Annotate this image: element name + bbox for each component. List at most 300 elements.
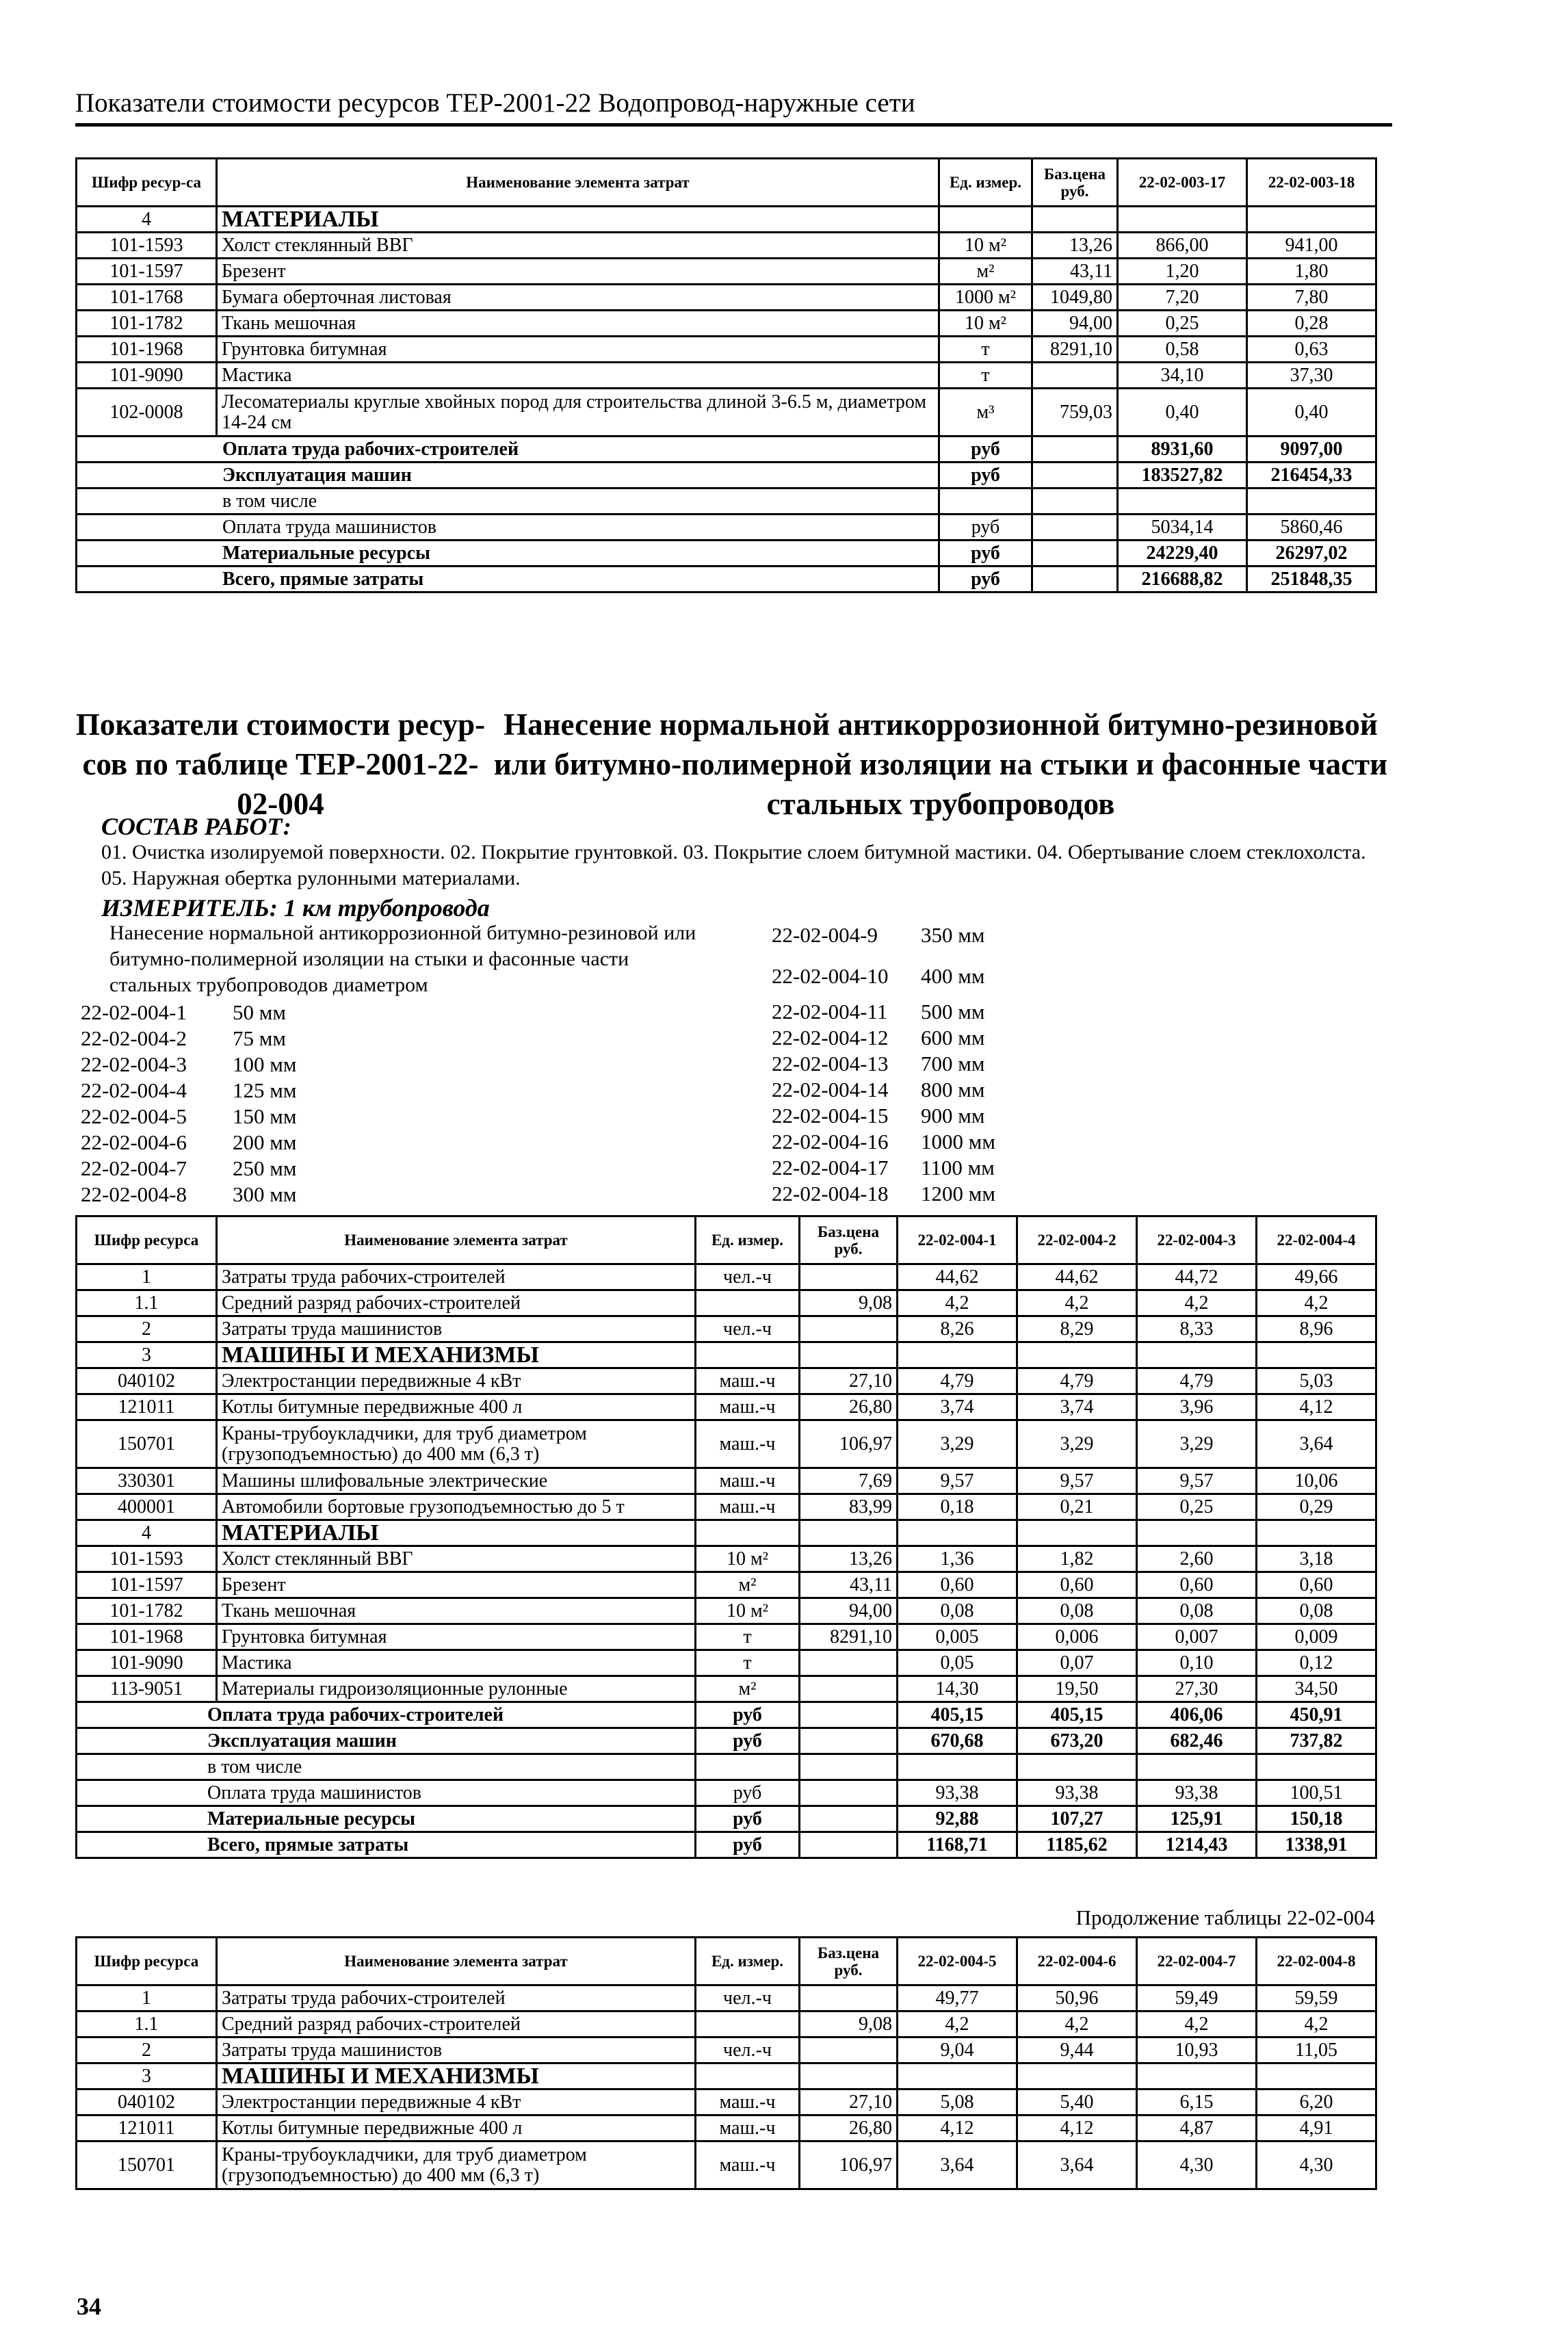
table-row <box>77 437 1376 463</box>
unit-cell <box>696 1342 800 1368</box>
resource-name: МАТЕРИАЛЫ <box>217 207 939 233</box>
resource-code: 101-1968 <box>77 1624 217 1650</box>
value-cell: 19,50 <box>1017 1676 1137 1702</box>
value-cell: 0,60 <box>1137 1572 1257 1598</box>
summary-label: Оплата труда рабочих-строителей <box>77 437 939 463</box>
table-code: 22-02-004-12 <box>772 1026 889 1050</box>
resource-code: 4 <box>77 1520 217 1546</box>
value-cell: 1,82 <box>1017 1546 1137 1572</box>
unit-cell: руб <box>696 1806 800 1832</box>
value-cell: 10,93 <box>1137 2037 1257 2063</box>
unit-cell <box>696 1520 800 1546</box>
base-price-cell: 1049,80 <box>1032 285 1118 311</box>
unit-cell: т <box>696 1650 800 1676</box>
value-cell: 4,2 <box>1257 2011 1376 2037</box>
value-cell: 0,07 <box>1017 1650 1137 1676</box>
value-cell: 0,29 <box>1257 1494 1376 1520</box>
value-cell: 8,33 <box>1137 1316 1257 1342</box>
resource-code: 121011 <box>77 1394 217 1420</box>
pipe-diameter: 75 мм <box>233 1026 286 1050</box>
value-cell <box>1118 207 1247 233</box>
unit-cell: руб <box>939 463 1032 489</box>
resource-name: Затраты труда рабочих-строителей <box>217 1264 696 1290</box>
resource-name: Краны-трубоукладчики, для труб диаметром (грузоподъемностью) до 400 мм (6,3 т) <box>217 1420 696 1468</box>
value-cell: 3,18 <box>1257 1546 1376 1572</box>
value-cell: 0,40 <box>1247 389 1376 437</box>
base-price-cell <box>800 2063 898 2089</box>
column-header: Шифр ресур-са <box>77 159 217 207</box>
value-cell: 59,49 <box>1137 1985 1257 2011</box>
value-cell: 44,72 <box>1137 1264 1257 1290</box>
value-cell <box>1257 1342 1376 1368</box>
value-cell: 670,68 <box>898 1728 1017 1754</box>
base-price-cell: 43,11 <box>1032 259 1118 285</box>
resource-name: Мастика <box>217 363 939 389</box>
value-cell: 4,2 <box>1017 1290 1137 1316</box>
unit-cell: чел.-ч <box>696 1316 800 1342</box>
table-code: 22-02-004-1 <box>81 1000 187 1024</box>
value-cell <box>1137 2063 1257 2089</box>
resource-name: Грунтовка битумная <box>217 337 939 363</box>
resource-name: Автомобили бортовые грузоподъемностью до 5 т <box>217 1494 696 1520</box>
pipe-diameter: 300 мм <box>233 1182 297 1206</box>
pipe-diameter: 900 мм <box>921 1104 985 1128</box>
table-row <box>77 1598 1376 1624</box>
value-cell: 4,79 <box>898 1368 1017 1394</box>
resource-name: Лесоматериалы круглые хвойных пород для строительства длиной 3-6.5 м, диаметром 14-24 см <box>217 389 939 437</box>
value-cell <box>1017 1754 1137 1780</box>
pipe-diameter: 350 мм <box>921 923 985 947</box>
value-cell: 24229,40 <box>1118 541 1247 567</box>
resource-code: 040102 <box>77 2089 217 2115</box>
resource-name: Краны-трубоукладчики, для труб диаметром (грузоподъемностью) до 400 мм (6,3 т) <box>217 2141 696 2189</box>
summary-label: Материальные ресурсы <box>77 541 939 567</box>
column-header: 22-02-003-17 <box>1118 159 1247 207</box>
table-row <box>77 1650 1376 1676</box>
column-header: 22-02-004-7 <box>1137 1938 1257 1985</box>
value-cell: 1,20 <box>1118 259 1247 285</box>
section-title-left: Показатели стоимости ресур-сов по таблице ТЕР-2001-22-02-004 <box>75 707 486 821</box>
base-price-cell: 9,08 <box>800 2011 898 2037</box>
resource-code: 2 <box>77 1316 217 1342</box>
resource-code: 101-1968 <box>77 337 217 363</box>
value-cell: 5,08 <box>898 2089 1017 2115</box>
unit-cell: 10 м² <box>696 1546 800 1572</box>
value-cell <box>1017 2063 1137 2089</box>
value-cell: 405,15 <box>1017 1702 1137 1728</box>
code-list-item <box>772 1077 995 1103</box>
value-cell: 4,12 <box>898 2115 1017 2141</box>
column-header: Наименование элемента затрат <box>217 1216 696 1264</box>
resource-code: 3 <box>77 2063 217 2089</box>
value-cell: 8,26 <box>898 1316 1017 1342</box>
value-cell: 1,36 <box>898 1546 1017 1572</box>
resource-code: 1.1 <box>77 1290 217 1316</box>
column-header: Баз.цена руб. <box>800 1216 898 1264</box>
value-cell: 7,20 <box>1118 285 1247 311</box>
base-price-cell: 8291,10 <box>800 1624 898 1650</box>
column-header: Шифр ресурса <box>77 1216 217 1264</box>
value-cell: 9,04 <box>898 2037 1017 2063</box>
base-price-cell <box>800 1780 898 1806</box>
value-cell: 49,77 <box>898 1985 1017 2011</box>
resource-name: Холст стеклянный ВВГ <box>217 233 939 259</box>
unit-cell: т <box>696 1624 800 1650</box>
pipe-diameter: 150 мм <box>233 1104 297 1128</box>
base-price-cell <box>1032 207 1118 233</box>
table-row <box>77 1624 1376 1650</box>
resource-code: 1 <box>77 1264 217 1290</box>
table-row <box>77 1702 1376 1728</box>
value-cell <box>1017 1342 1137 1368</box>
pipe-diameter: 500 мм <box>921 1000 985 1024</box>
base-price-cell <box>800 1676 898 1702</box>
value-cell: 0,08 <box>1257 1598 1376 1624</box>
summary-label: Оплата труда машинистов <box>77 515 939 541</box>
table-code: 22-02-004-13 <box>772 1052 889 1076</box>
value-cell: 866,00 <box>1118 233 1247 259</box>
table-row <box>77 2063 1376 2089</box>
base-price-cell: 94,00 <box>800 1598 898 1624</box>
resource-name: Ткань мешочная <box>217 311 939 337</box>
value-cell <box>1017 1520 1137 1546</box>
table-code: 22-02-004-18 <box>772 1182 889 1206</box>
value-cell: 4,2 <box>1257 1290 1376 1316</box>
value-cell: 0,60 <box>1017 1572 1137 1598</box>
unit-cell <box>696 2011 800 2037</box>
value-cell <box>1257 2063 1376 2089</box>
summary-label: Эксплуатация машин <box>77 1728 696 1754</box>
unit-cell: руб <box>939 567 1032 592</box>
value-cell: 4,2 <box>1017 2011 1137 2037</box>
code-list-item <box>772 1051 995 1077</box>
value-cell: 251848,35 <box>1247 567 1376 592</box>
pipe-diameter: 125 мм <box>233 1078 297 1102</box>
value-cell <box>898 1754 1017 1780</box>
base-price-cell <box>800 1754 898 1780</box>
base-price-cell: 83,99 <box>800 1494 898 1520</box>
pipe-diameter: 600 мм <box>921 1026 985 1050</box>
value-cell: 93,38 <box>1137 1780 1257 1806</box>
value-cell: 14,30 <box>898 1676 1017 1702</box>
code-list-item <box>81 1104 296 1130</box>
value-cell: 0,58 <box>1118 337 1247 363</box>
value-cell: 7,80 <box>1247 285 1376 311</box>
value-cell: 44,62 <box>1017 1264 1137 1290</box>
resource-code: 101-1597 <box>77 259 217 285</box>
resources-table-004-part1 <box>75 1215 1377 1859</box>
table-row <box>77 1420 1376 1468</box>
column-header: Баз.цена руб. <box>1032 159 1118 207</box>
pipe-diameter: 100 мм <box>233 1052 297 1076</box>
value-cell: 4,30 <box>1257 2141 1376 2189</box>
base-price-cell <box>800 1650 898 1676</box>
value-cell: 5,03 <box>1257 1368 1376 1394</box>
base-price-cell: 94,00 <box>1032 311 1118 337</box>
value-cell <box>1137 1520 1257 1546</box>
unit-cell: т <box>939 363 1032 389</box>
table-row <box>77 1290 1376 1316</box>
table-row <box>77 1394 1376 1420</box>
unit-cell: м² <box>696 1676 800 1702</box>
value-cell: 125,91 <box>1137 1806 1257 1832</box>
unit-cell: м² <box>939 259 1032 285</box>
code-list-item <box>81 1000 296 1026</box>
value-cell: 3,64 <box>1257 1420 1376 1468</box>
base-price-cell: 43,11 <box>800 1572 898 1598</box>
value-cell: 34,50 <box>1257 1676 1376 1702</box>
value-cell: 0,40 <box>1118 389 1247 437</box>
unit-cell: маш.-ч <box>696 1394 800 1420</box>
value-cell: 107,27 <box>1017 1806 1137 1832</box>
table-row <box>77 1832 1376 1858</box>
resource-code: 101-1768 <box>77 285 217 311</box>
resource-name: Ткань мешочная <box>217 1598 696 1624</box>
table-code: 22-02-004-8 <box>81 1182 187 1206</box>
resources-table-003 <box>75 157 1377 593</box>
unit-cell <box>939 489 1032 515</box>
value-cell: 0,007 <box>1137 1624 1257 1650</box>
resource-name: Затраты труда машинистов <box>217 1316 696 1342</box>
code-list-item <box>81 1026 296 1052</box>
table-code: 22-02-004-7 <box>81 1156 187 1180</box>
pipe-diameter: 400 мм <box>921 964 985 988</box>
page-number: 34 <box>77 2293 101 2320</box>
column-header: 22-02-003-18 <box>1247 159 1376 207</box>
value-cell <box>898 1342 1017 1368</box>
resource-name: Электростанции передвижные 4 кВт <box>217 1368 696 1394</box>
table-row <box>77 1264 1376 1290</box>
composition-label: СОСТАВ РАБОТ: <box>101 813 291 840</box>
section-title-right: Нанесение нормальной антикоррозионной битумно-резиновой или битумно-полимерной изоляции на стыки и фасонные части стальных трубопроводов <box>493 707 1388 821</box>
base-price-cell <box>1032 437 1118 463</box>
resource-code: 2 <box>77 2037 217 2063</box>
resource-code: 113-9051 <box>77 1676 217 1702</box>
code-list-item <box>81 1052 296 1078</box>
value-cell: 3,74 <box>1017 1394 1137 1420</box>
summary-label: в том числе <box>77 489 939 515</box>
value-cell <box>1247 207 1376 233</box>
base-price-cell <box>1032 515 1118 541</box>
table-row <box>77 1546 1376 1572</box>
value-cell: 9,57 <box>898 1468 1017 1494</box>
value-cell: 0,005 <box>898 1624 1017 1650</box>
resource-name: Котлы битумные передвижные 400 л <box>217 1394 696 1420</box>
base-price-cell <box>1032 567 1118 592</box>
resource-name: Машины шлифовальные электрические <box>217 1468 696 1494</box>
value-cell: 2,60 <box>1137 1546 1257 1572</box>
value-cell: 11,05 <box>1257 2037 1376 2063</box>
base-price-cell <box>800 1342 898 1368</box>
value-cell: 8,29 <box>1017 1316 1137 1342</box>
base-price-cell: 13,26 <box>1032 233 1118 259</box>
unit-cell <box>696 1290 800 1316</box>
base-price-cell: 106,97 <box>800 2141 898 2189</box>
table-row <box>77 1468 1376 1494</box>
table-row <box>77 1342 1376 1368</box>
value-cell: 4,2 <box>898 1290 1017 1316</box>
pipe-diameter: 50 мм <box>233 1000 286 1024</box>
unit-cell <box>939 207 1032 233</box>
table-code: 22-02-004-2 <box>81 1026 187 1050</box>
code-list-item <box>81 1130 296 1156</box>
value-cell: 100,51 <box>1257 1780 1376 1806</box>
value-cell: 3,29 <box>898 1420 1017 1468</box>
column-header: Ед. измер. <box>939 159 1032 207</box>
table-row <box>77 2011 1376 2037</box>
column-header: Шифр ресурса <box>77 1938 217 1985</box>
resource-code: 101-9090 <box>77 1650 217 1676</box>
table-code: 22-02-004-10 <box>772 964 889 988</box>
unit-cell: 1000 м² <box>939 285 1032 311</box>
resource-code: 101-1782 <box>77 1598 217 1624</box>
base-price-cell <box>800 2037 898 2063</box>
pipe-diameter: 1000 мм <box>921 1130 995 1154</box>
resource-name: Мастика <box>217 1650 696 1676</box>
value-cell: 0,63 <box>1247 337 1376 363</box>
value-cell: 0,08 <box>898 1598 1017 1624</box>
base-price-cell <box>800 1264 898 1290</box>
code-list-item <box>81 1182 296 1208</box>
column-header: 22-02-004-3 <box>1137 1216 1257 1264</box>
value-cell: 0,009 <box>1257 1624 1376 1650</box>
value-cell: 3,96 <box>1137 1394 1257 1420</box>
summary-label: Эксплуатация машин <box>77 463 939 489</box>
table-row <box>77 1676 1376 1702</box>
value-cell: 3,29 <box>1137 1420 1257 1468</box>
unit-cell: руб <box>939 515 1032 541</box>
column-header: 22-02-004-5 <box>898 1938 1017 1985</box>
base-price-cell: 8291,10 <box>1032 337 1118 363</box>
resource-code: 101-9090 <box>77 363 217 389</box>
value-cell: 26297,02 <box>1247 541 1376 567</box>
unit-cell <box>696 1754 800 1780</box>
resource-name: МАТЕРИАЛЫ <box>217 1520 696 1546</box>
pipe-diameter: 200 мм <box>233 1130 297 1154</box>
code-list-item <box>772 1025 995 1051</box>
resource-code: 400001 <box>77 1494 217 1520</box>
table-row <box>77 1520 1376 1546</box>
base-price-cell <box>1032 489 1118 515</box>
summary-label: Оплата труда рабочих-строителей <box>77 1702 696 1728</box>
table-header-row <box>77 1938 1376 1985</box>
unit-cell <box>696 2063 800 2089</box>
value-cell: 0,08 <box>1137 1598 1257 1624</box>
unit-cell: руб <box>939 541 1032 567</box>
pipe-diameter: 250 мм <box>233 1156 297 1180</box>
table-row <box>77 541 1376 567</box>
table-row <box>77 2141 1376 2189</box>
value-cell <box>1257 1520 1376 1546</box>
table-row <box>77 463 1376 489</box>
value-cell: 44,62 <box>898 1264 1017 1290</box>
base-price-cell <box>800 1806 898 1832</box>
value-cell: 5,40 <box>1017 2089 1137 2115</box>
value-cell: 0,10 <box>1137 1650 1257 1676</box>
resource-code: 101-1782 <box>77 311 217 337</box>
unit-cell: чел.-ч <box>696 1264 800 1290</box>
value-cell: 682,46 <box>1137 1728 1257 1754</box>
value-cell: 59,59 <box>1257 1985 1376 2011</box>
resource-name: Грунтовка битумная <box>217 1624 696 1650</box>
table-row <box>77 489 1376 515</box>
value-cell: 1214,43 <box>1137 1832 1257 1858</box>
unit-cell: 10 м² <box>939 311 1032 337</box>
code-list-item <box>81 1156 296 1182</box>
value-cell <box>1137 1342 1257 1368</box>
resource-code: 150701 <box>77 2141 217 2189</box>
value-cell: 0,08 <box>1017 1598 1137 1624</box>
resource-code: 1.1 <box>77 2011 217 2037</box>
value-cell: 1,80 <box>1247 259 1376 285</box>
column-header: 22-02-004-4 <box>1257 1216 1376 1264</box>
unit-cell: маш.-ч <box>696 2115 800 2141</box>
value-cell: 4,2 <box>1137 2011 1257 2037</box>
table-row <box>77 389 1376 437</box>
value-cell: 4,91 <box>1257 2115 1376 2141</box>
value-cell: 5860,46 <box>1247 515 1376 541</box>
composition-text: 01. Очистка изолируемой поверхности. 02. Покрытие грунтовкой. 03. Покрытие слоем битумной мастики. 04. Обертывание слоем стеклохолста. 05. Наружная обертка рулонными материалами. <box>101 841 1366 889</box>
resource-name: Бумага оберточная листовая <box>217 285 939 311</box>
base-price-cell: 7,69 <box>800 1468 898 1494</box>
value-cell: 0,21 <box>1017 1494 1137 1520</box>
value-cell: 0,28 <box>1247 311 1376 337</box>
resource-code: 1 <box>77 1985 217 2011</box>
value-cell: 8,96 <box>1257 1316 1376 1342</box>
base-price-cell <box>800 1520 898 1546</box>
resource-code: 4 <box>77 207 217 233</box>
value-cell: 3,64 <box>898 2141 1017 2189</box>
resources-table-004-part2 <box>75 1936 1377 2190</box>
unit-cell: 10 м² <box>939 233 1032 259</box>
base-price-cell <box>800 1728 898 1754</box>
table-code: 22-02-004-16 <box>772 1130 889 1154</box>
resource-name: Брезент <box>217 259 939 285</box>
code-list-item <box>772 917 995 954</box>
value-cell <box>1247 489 1376 515</box>
table-row <box>77 2089 1376 2115</box>
value-cell: 4,2 <box>898 2011 1017 2037</box>
value-cell: 3,74 <box>898 1394 1017 1420</box>
value-cell: 27,30 <box>1137 1676 1257 1702</box>
resource-name: Холст стеклянный ВВГ <box>217 1546 696 1572</box>
resource-code: 040102 <box>77 1368 217 1394</box>
value-cell: 673,20 <box>1017 1728 1137 1754</box>
resource-name: Материалы гидроизоляционные рулонные <box>217 1676 696 1702</box>
value-cell: 4,12 <box>1017 2115 1137 2141</box>
value-cell <box>1257 1754 1376 1780</box>
unit-cell: 10 м² <box>696 1598 800 1624</box>
column-header: 22-02-004-1 <box>898 1216 1017 1264</box>
table-row <box>77 2037 1376 2063</box>
table-header-row <box>77 1216 1376 1264</box>
pipe-diameter: 1200 мм <box>921 1182 995 1206</box>
value-cell: 4,30 <box>1137 2141 1257 2189</box>
work-description: Нанесение нормальной антикоррозионной битумно-резиновой или битумно-полимерной изоляции на стыки и фасонные части стальных трубопроводов диаметром <box>109 922 696 996</box>
resource-code: 3 <box>77 1342 217 1368</box>
value-cell: 1168,71 <box>898 1832 1017 1858</box>
resource-name: Электростанции передвижные 4 кВт <box>217 2089 696 2115</box>
unit-cell: м² <box>696 1572 800 1598</box>
value-cell: 4,12 <box>1257 1394 1376 1420</box>
table-code: 22-02-004-3 <box>81 1052 187 1076</box>
value-cell: 4,2 <box>1137 1290 1257 1316</box>
base-price-cell: 26,80 <box>800 2115 898 2141</box>
resource-code: 101-1593 <box>77 233 217 259</box>
resource-code: 101-1597 <box>77 1572 217 1598</box>
table-code: 22-02-004-11 <box>772 1000 888 1024</box>
unit-cell: маш.-ч <box>696 2141 800 2189</box>
